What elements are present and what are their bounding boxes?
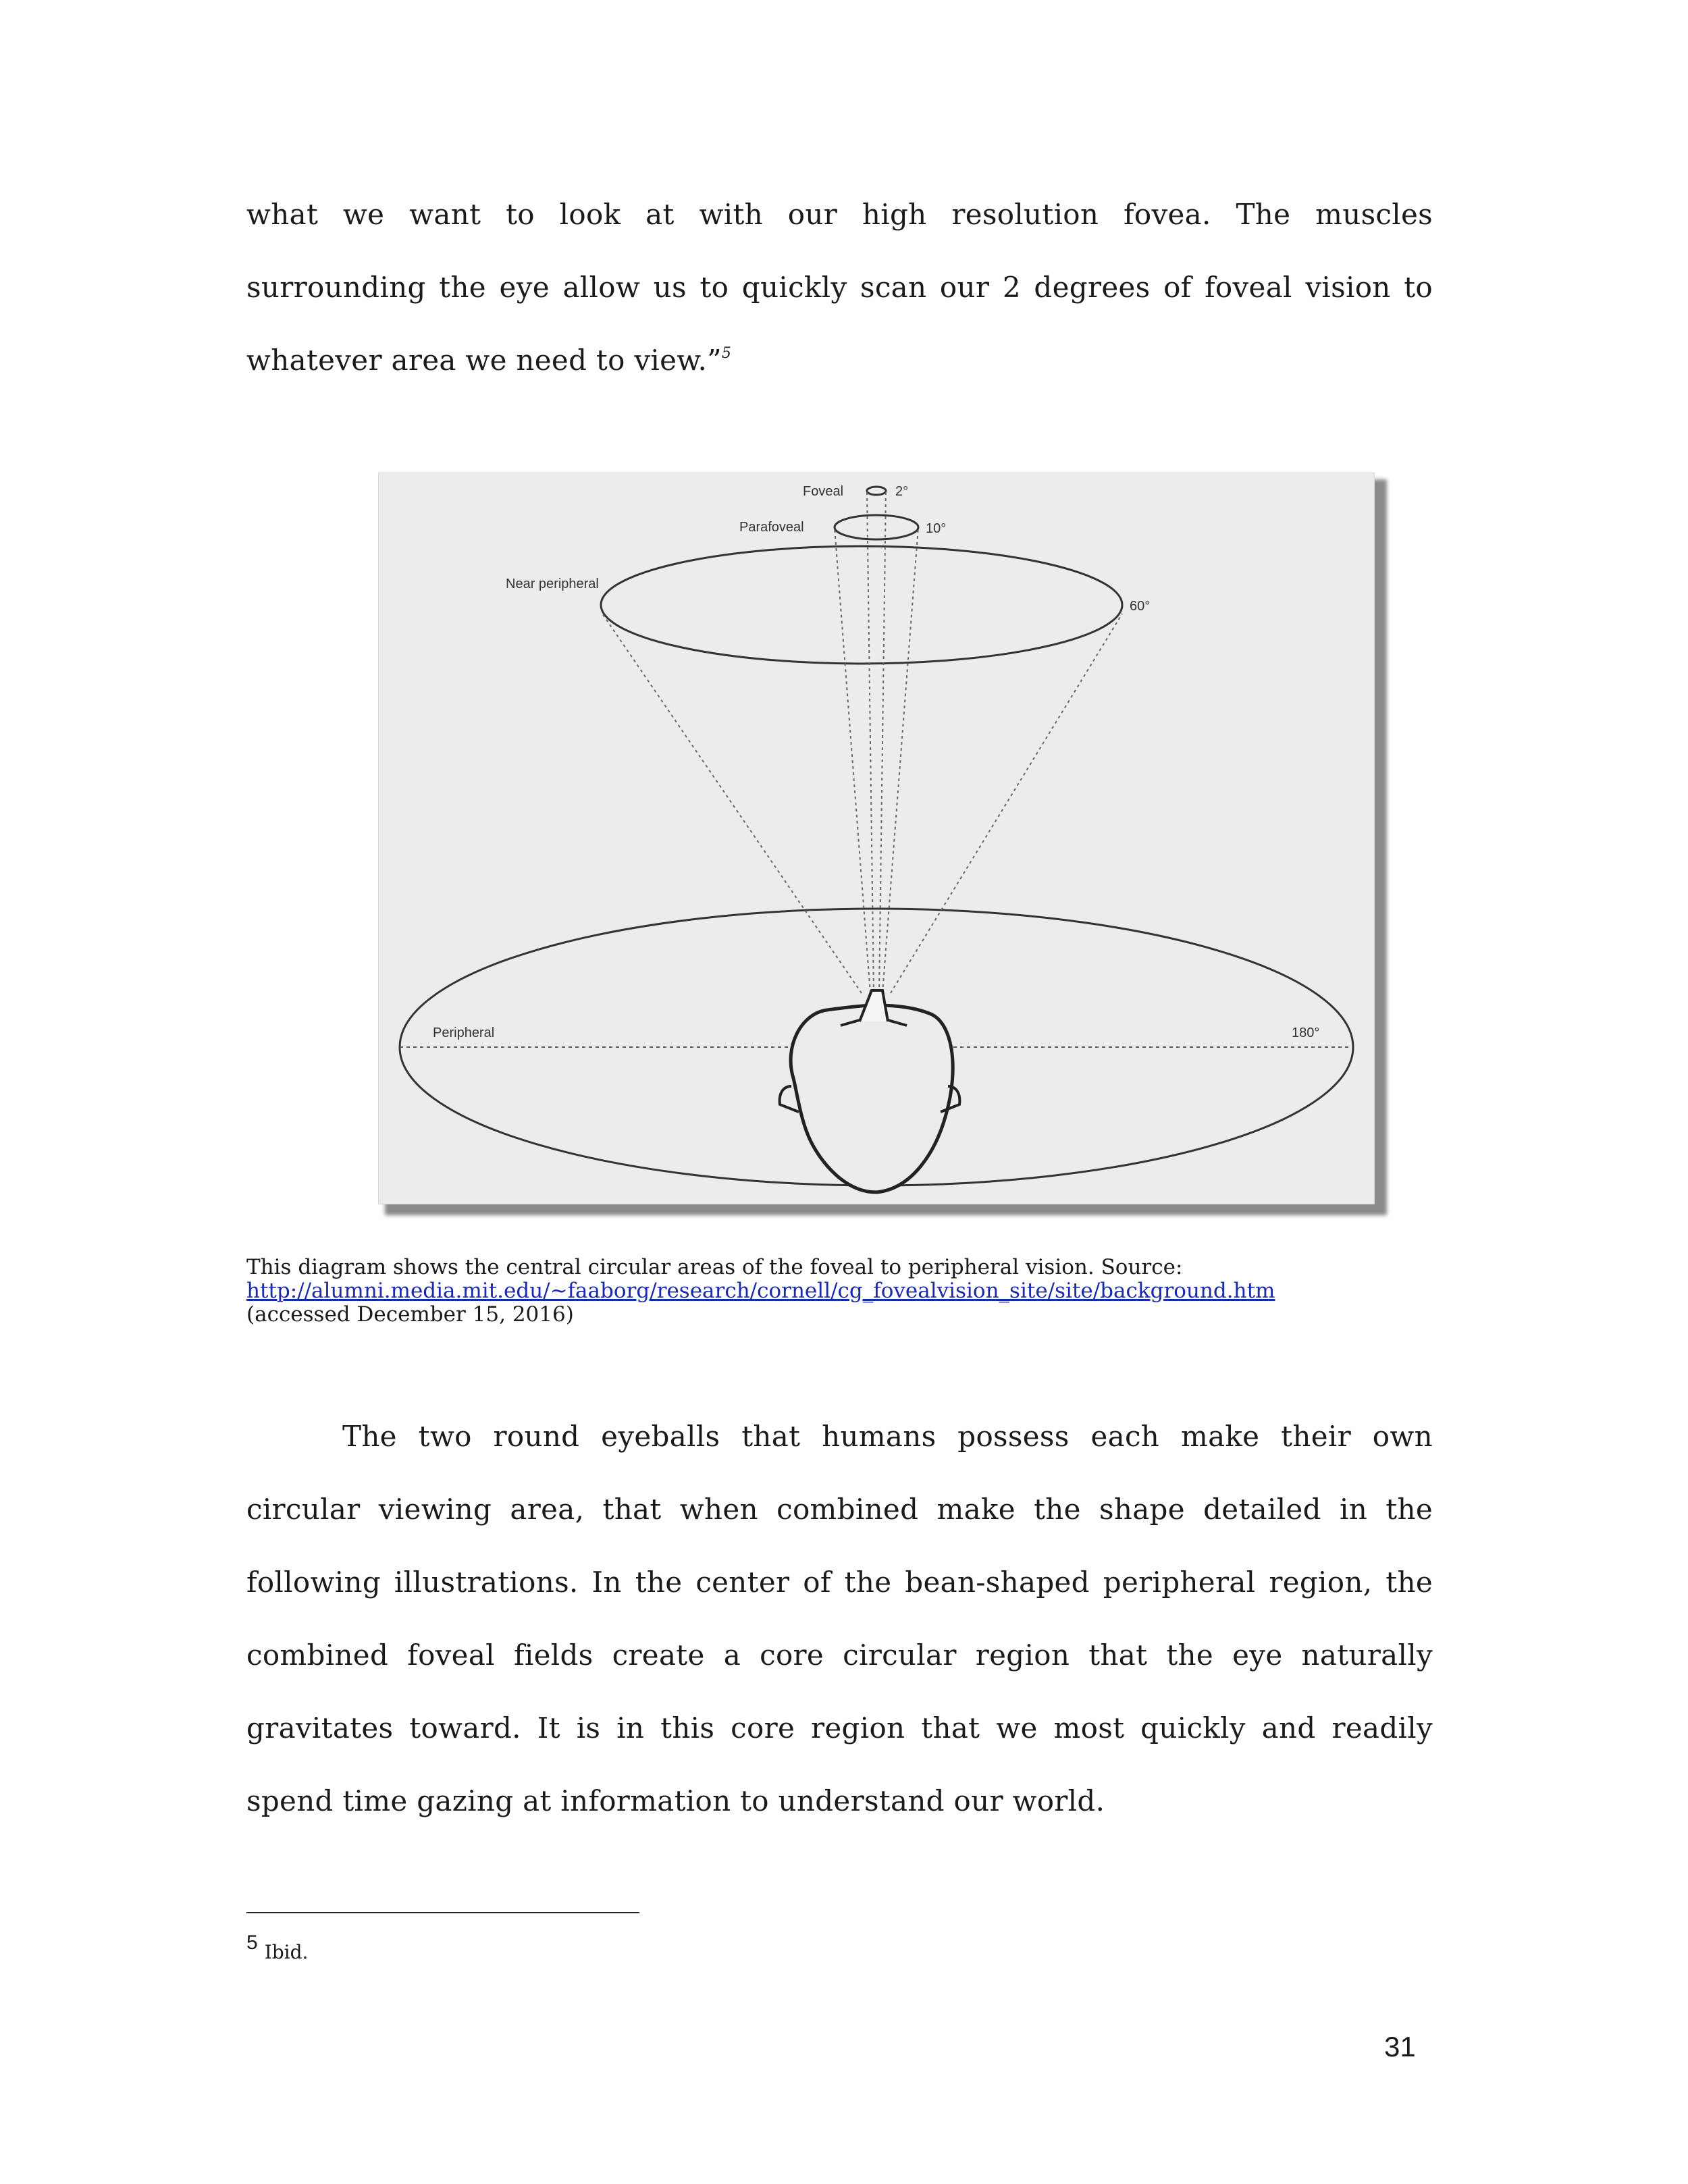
parafoveal-ellipse	[835, 515, 918, 539]
caption-text: This diagram shows the central circular areas of the foveal to peripheral vision. Source:	[246, 1255, 1183, 1279]
body-paragraph-2: The two round eyeballs that humans possess each make their own circular viewing area, that when combined make the shape detailed in the following illustrations. In the center of the bean-shaped peripheral region, the combined foveal fields create a core circular region that the eye naturally gravitates toward. It is in this core region that we most quickly and readily spend time gazing at information to understand our world.	[246, 1420, 1433, 1817]
label-near-peripheral: Near peripheral	[506, 577, 599, 591]
footnote-number: 5	[246, 1932, 258, 1954]
caption-source-link[interactable]: http://alumni.media.mit.edu/~faaborg/research/cornell/cg_fovealvision_site/site/background.htm	[246, 1279, 1275, 1303]
vision-diagram-figure	[378, 473, 1380, 1208]
label-parafoveal: Parafoveal	[739, 520, 804, 535]
label-parafoveal-deg: 10°	[926, 521, 947, 536]
figure-caption	[246, 1256, 1529, 1327]
label-foveal: Foveal	[803, 484, 844, 499]
caption-accessed: (accessed December 15, 2016)	[246, 1302, 574, 1327]
footnote	[246, 1929, 308, 1966]
footnote-text: Ibid.	[264, 1941, 309, 1963]
body-paragraph-1	[246, 178, 1433, 397]
figure-image	[378, 473, 1375, 1204]
page-number: 31	[1384, 2031, 1416, 2062]
footnote-divider	[246, 1912, 639, 1913]
label-peripheral-deg: 180°	[1292, 1026, 1320, 1040]
footnote-ref-5[interactable]: 5	[721, 345, 732, 362]
head-illustration	[780, 990, 960, 1192]
vision-diagram	[379, 473, 1374, 1204]
paragraph-1-text: what we want to look at with our high resolution fovea. The muscles surrounding the eye allow us to quickly scan our 2 degrees of foveal vision to whatever area we need to view.”	[246, 198, 1433, 377]
foveal-ellipse	[867, 487, 886, 495]
near-peripheral-ellipse	[601, 546, 1122, 664]
label-near-peripheral-deg: 60°	[1130, 599, 1151, 614]
label-peripheral: Peripheral	[433, 1026, 495, 1040]
label-foveal-deg: 2°	[895, 484, 909, 499]
